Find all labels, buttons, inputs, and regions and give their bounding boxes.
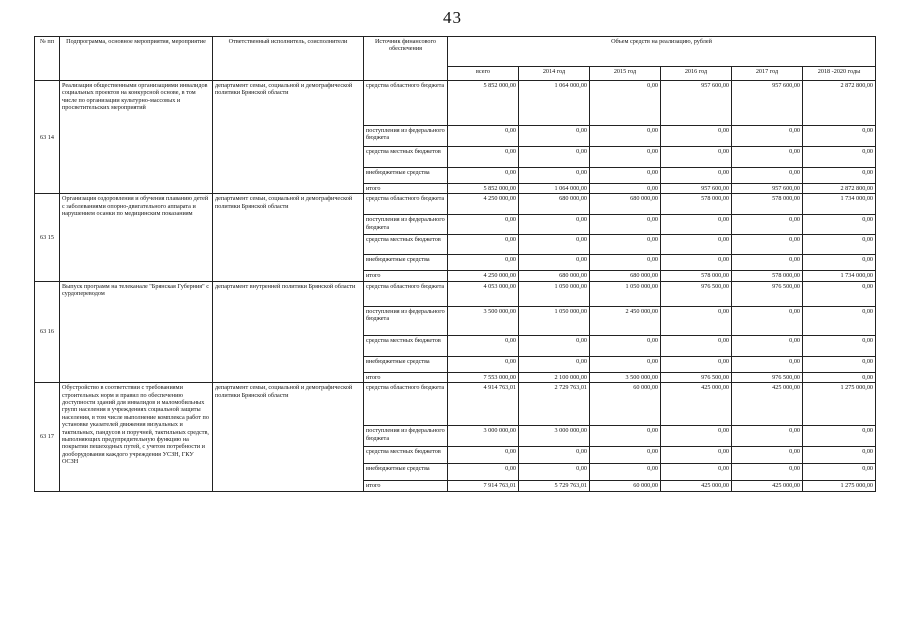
amount-cell: 2 872 800,00 [803,81,876,126]
amount-cell: 0,00 [732,126,803,147]
amount-cell: 0,00 [519,168,590,184]
header-year: 2016 год [661,67,732,81]
amount-cell: 0,00 [519,356,590,372]
amount-cell: 0,00 [448,356,519,372]
amount-cell: 4 053 000,00 [448,281,519,306]
amount-cell: 0,00 [803,255,876,271]
amount-cell: 0,00 [448,147,519,168]
item-number: 63 15 [35,194,60,281]
amount-cell: 0,00 [448,168,519,184]
amount-cell: 0,00 [661,335,732,356]
item-name: Обустройство в соответствии с требованиями строительных норм и правил по обеспечению доступности зданий для инвалидов и маломобильных групп населения в учреждениях социальной защиты населения, в том числе выполнение комплекса работ по установке указателей движения визуальных и тактильных, пандусов и поручней, тактильных средств, выполняющих предупредительную функцию на покрытии пешеходных путей, с учетом потребности и дооборудования каждого учреждения УСЗН, ГКУ ОСЗН [60,383,213,491]
amount-cell: 3 500 000,00 [590,372,661,382]
funding-source: средства местных бюджетов [364,147,448,168]
amount-cell: 0,00 [803,372,876,382]
amount-cell: 0,00 [590,335,661,356]
amount-cell: 0,00 [661,215,732,235]
amount-cell: 0,00 [590,168,661,184]
amount-cell: 957 600,00 [661,184,732,194]
item-executor: департамент семьи, социальной и демографической политики Брянской области [213,194,364,281]
page-number: 43 [443,8,462,27]
item-name: Организация оздоровления и обучения плаванию детей с заболеваниями опорно-двигательного аппарата и нарушением осанки по медицинским показаниям [60,194,213,281]
amount-cell: 0,00 [732,215,803,235]
amount-cell: 0,00 [448,255,519,271]
amount-cell: 0,00 [661,426,732,447]
funding-source: итого [364,372,448,382]
funding-source: внебюджетные средства [364,356,448,372]
amount-cell: 1 734 000,00 [803,271,876,281]
funding-source: средства местных бюджетов [364,235,448,255]
amount-cell: 0,00 [732,255,803,271]
table-row [35,81,876,126]
amount-cell: 2 450 000,00 [590,306,661,335]
header-executor: Ответственный исполнитель, соисполнители [213,37,364,81]
amount-cell: 425 000,00 [732,383,803,426]
funding-source: средства местных бюджетов [364,447,448,464]
funding-source: внебюджетные средства [364,255,448,271]
amount-cell: 1 064 000,00 [519,81,590,126]
funding-source: поступления из федерального бюджета [364,426,448,447]
amount-cell: 0,00 [448,447,519,464]
amount-cell: 1 275 000,00 [803,383,876,426]
amount-cell: 7 914 763,01 [448,481,519,491]
amount-cell: 0,00 [519,215,590,235]
amount-cell: 0,00 [732,356,803,372]
amount-cell: 0,00 [661,356,732,372]
amount-cell: 0,00 [519,447,590,464]
funding-source: внебюджетные средства [364,464,448,481]
amount-cell: 0,00 [590,464,661,481]
amount-cell: 4 250 000,00 [448,271,519,281]
item-name: Выпуск программ на телеканале "Брянская Губерния" с сурдопереводом [60,281,213,382]
amount-cell: 0,00 [661,168,732,184]
header-year: 2017 год [732,67,803,81]
amount-cell: 0,00 [519,335,590,356]
amount-cell: 1 734 000,00 [803,194,876,215]
amount-cell: 5 852 000,00 [448,81,519,126]
amount-cell: 578 000,00 [661,194,732,215]
amount-cell: 0,00 [803,306,876,335]
amount-cell: 0,00 [661,126,732,147]
header-year: 2018 -2020 годы [803,67,876,81]
amount-cell: 2 100 000,00 [519,372,590,382]
amount-cell: 957 600,00 [661,81,732,126]
amount-cell: 3 500 000,00 [448,306,519,335]
amount-cell: 0,00 [803,126,876,147]
amount-cell: 0,00 [590,447,661,464]
amount-cell: 0,00 [519,147,590,168]
amount-cell: 7 553 000,00 [448,372,519,382]
table-row [35,383,876,426]
amount-cell: 0,00 [732,168,803,184]
table-row [35,281,876,306]
amount-cell: 976 500,00 [732,281,803,306]
funding-source: средства областного бюджета [364,81,448,126]
funding-source: поступления из федерального бюджета [364,306,448,335]
amount-cell: 2 729 763,01 [519,383,590,426]
amount-cell: 0,00 [590,426,661,447]
funding-source: поступления из федерального бюджета [364,215,448,235]
amount-cell: 0,00 [732,235,803,255]
amount-cell: 578 000,00 [661,271,732,281]
amount-cell: 0,00 [590,255,661,271]
amount-cell: 0,00 [448,126,519,147]
amount-cell: 0,00 [661,306,732,335]
amount-cell: 976 500,00 [661,281,732,306]
amount-cell: 578 000,00 [732,194,803,215]
amount-cell: 5 852 000,00 [448,184,519,194]
amount-cell: 0,00 [803,447,876,464]
amount-cell: 425 000,00 [661,383,732,426]
amount-cell: 1 050 000,00 [519,281,590,306]
item-number: 63 16 [35,281,60,382]
amount-cell: 0,00 [590,184,661,194]
table-row [35,194,876,215]
funding-source: средства местных бюджетов [364,335,448,356]
amount-cell: 0,00 [803,356,876,372]
amount-cell: 0,00 [803,426,876,447]
amount-cell: 5 729 763,01 [519,481,590,491]
header-year: 2015 год [590,67,661,81]
amount-cell: 957 600,00 [732,81,803,126]
amount-cell: 4 914 763,01 [448,383,519,426]
amount-cell: 0,00 [661,255,732,271]
funding-source: внебюджетные средства [364,168,448,184]
amount-cell: 0,00 [448,464,519,481]
amount-cell: 976 500,00 [661,372,732,382]
header-number: № пп [35,37,60,81]
amount-cell: 0,00 [732,464,803,481]
item-executor: департамент семьи, социальной и демографической политики Брянской области [213,81,364,194]
funding-source: средства областного бюджета [364,194,448,215]
amount-cell: 0,00 [448,235,519,255]
funding-source: средства областного бюджета [364,281,448,306]
amount-cell: 0,00 [448,335,519,356]
item-number: 63 14 [35,81,60,194]
amount-cell: 4 250 000,00 [448,194,519,215]
funding-source: средства областного бюджета [364,383,448,426]
amount-cell: 0,00 [519,235,590,255]
amount-cell: 0,00 [519,126,590,147]
amount-cell: 0,00 [803,281,876,306]
amount-cell: 0,00 [803,215,876,235]
funding-source: поступления из федерального бюджета [364,126,448,147]
amount-cell: 0,00 [590,126,661,147]
item-executor: департамент семьи, социальной и демографической политики Брянской области [213,383,364,491]
amount-cell: 0,00 [732,426,803,447]
amount-cell: 60 000,00 [590,383,661,426]
item-name: Реализация общественными организациями инвалидов социальных проектов на конкурсной основе, в том числе по организации культурно-массовых и просветительских мероприятий [60,81,213,194]
amount-cell: 0,00 [732,306,803,335]
amount-cell: 0,00 [590,215,661,235]
header-program: Подпрограмма, основное мероприятия, мероприятие [60,37,213,81]
amount-cell: 957 600,00 [732,184,803,194]
amount-cell: 1 050 000,00 [590,281,661,306]
amount-cell: 680 000,00 [519,271,590,281]
amount-cell: 0,00 [803,235,876,255]
amount-cell: 0,00 [519,255,590,271]
amount-cell: 0,00 [732,447,803,464]
amount-cell: 0,00 [661,447,732,464]
amount-cell: 0,00 [519,464,590,481]
amount-cell: 0,00 [448,215,519,235]
amount-cell: 1 064 000,00 [519,184,590,194]
amount-cell: 0,00 [803,464,876,481]
funding-source: итого [364,184,448,194]
amount-cell: 680 000,00 [590,271,661,281]
header-source: Источник финансового обеспечения [364,37,448,81]
amount-cell: 1 050 000,00 [519,306,590,335]
budget-table [34,36,876,492]
header-volume: Объем средств на реализацию, рублей [448,37,876,67]
header-year: всего [448,67,519,81]
amount-cell: 0,00 [732,147,803,168]
amount-cell: 578 000,00 [732,271,803,281]
amount-cell: 0,00 [803,147,876,168]
amount-cell: 680 000,00 [519,194,590,215]
funding-source: итого [364,481,448,491]
amount-cell: 0,00 [661,464,732,481]
funding-source: итого [364,271,448,281]
amount-cell: 425 000,00 [661,481,732,491]
amount-cell: 0,00 [803,168,876,184]
amount-cell: 0,00 [661,147,732,168]
amount-cell: 3 000 000,00 [448,426,519,447]
amount-cell: 0,00 [803,335,876,356]
amount-cell: 0,00 [661,235,732,255]
amount-cell: 2 872 800,00 [803,184,876,194]
amount-cell: 3 000 000,00 [519,426,590,447]
item-executor: департамент внутренней политики Брянской области [213,281,364,382]
amount-cell: 0,00 [590,147,661,168]
amount-cell: 680 000,00 [590,194,661,215]
item-number: 63 17 [35,383,60,491]
amount-cell: 0,00 [590,235,661,255]
amount-cell: 0,00 [590,356,661,372]
amount-cell: 0,00 [590,81,661,126]
header-year: 2014 год [519,67,590,81]
amount-cell: 976 500,00 [732,372,803,382]
amount-cell: 0,00 [732,335,803,356]
amount-cell: 425 000,00 [732,481,803,491]
amount-cell: 1 275 000,00 [803,481,876,491]
amount-cell: 60 000,00 [590,481,661,491]
